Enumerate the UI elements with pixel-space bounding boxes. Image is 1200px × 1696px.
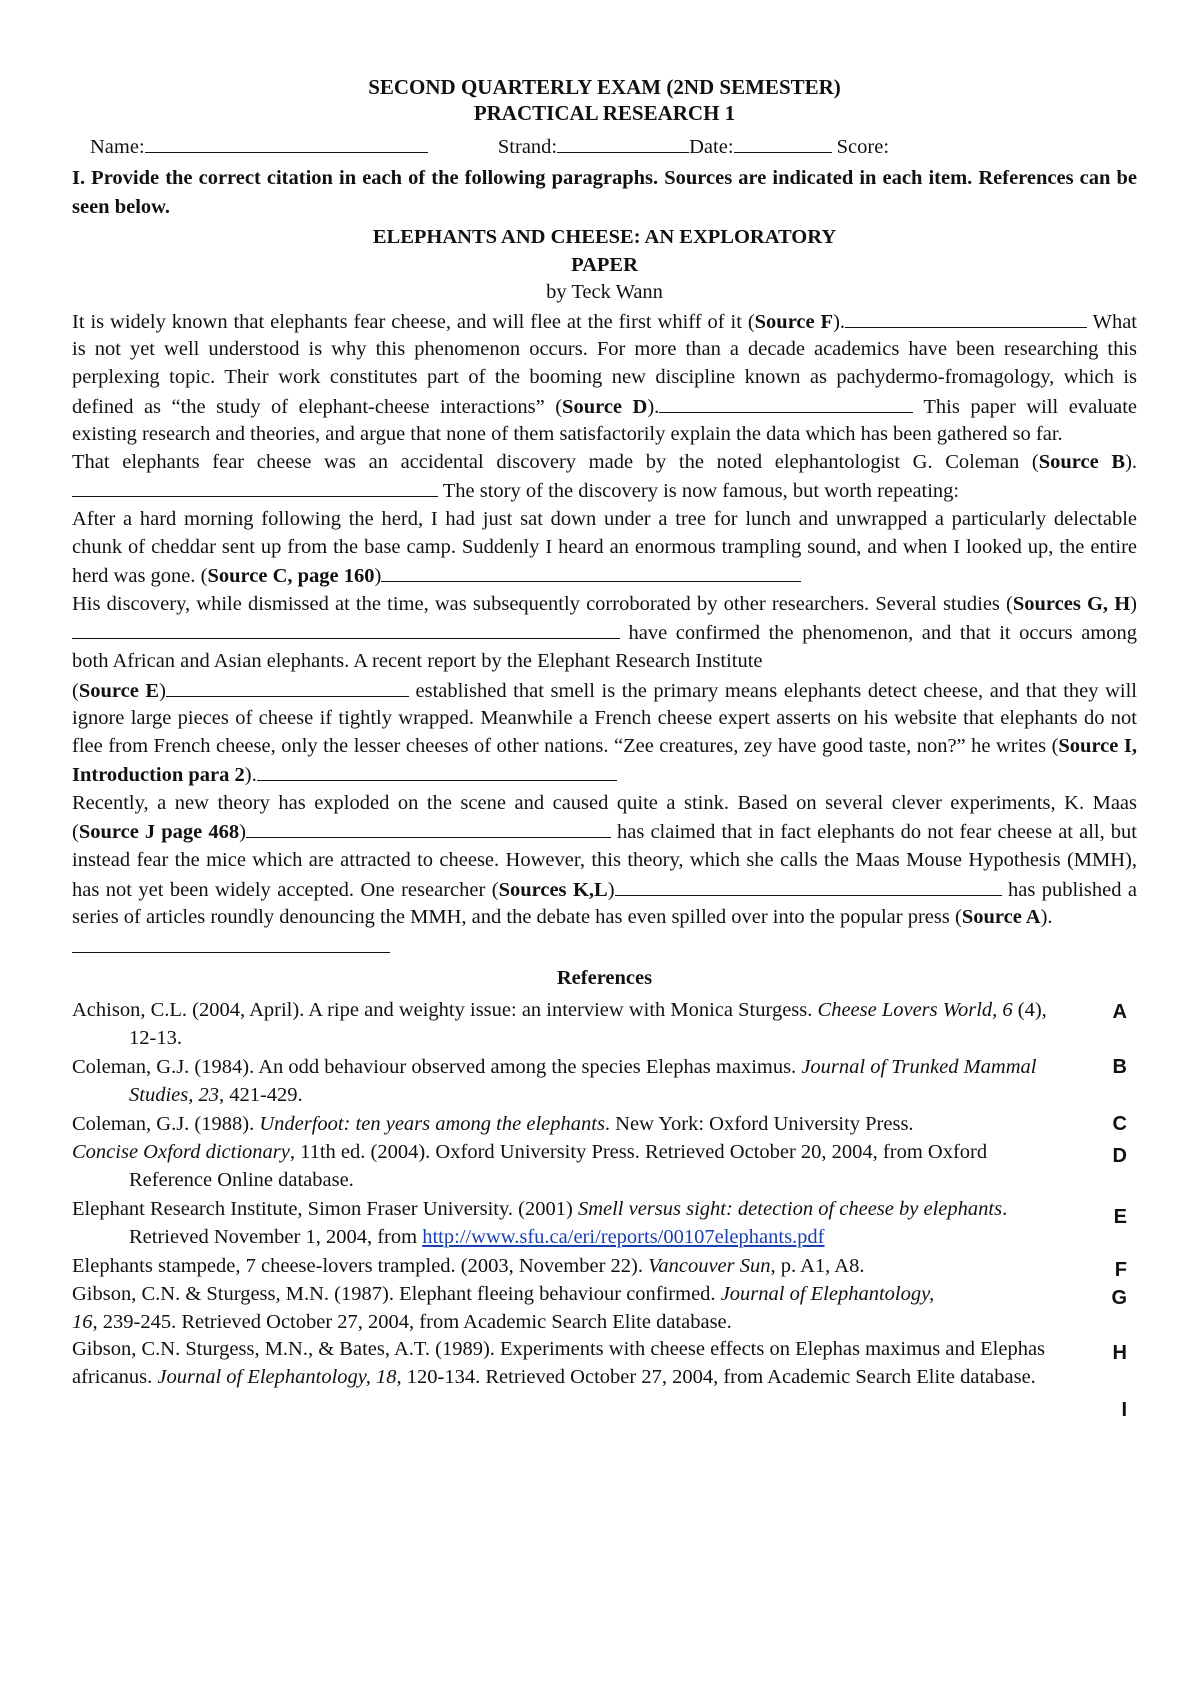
- reference-item: Elephants stampede, 7 cheese-lovers trampled. (2003, November 22). Vancouver Sun, p. A1, A8. F: [72, 1253, 1137, 1281]
- reference-item: Concise Oxford dictionary, 11th ed. (2004). Oxford University Press. Retrieved October 20, 2004, from Oxford Reference Online database. D: [72, 1141, 1127, 1191]
- paper-author: by Teck Wann: [546, 281, 663, 304]
- source-tag: Source J page 468: [78, 821, 240, 844]
- report-link[interactable]: http://www.sfu.ca/eri/reports/00107elephants.pdf: [422, 1225, 825, 1248]
- reference-letter: A: [1112, 1001, 1127, 1024]
- reference-letter: I: [1121, 1399, 1127, 1422]
- citation-blank-a[interactable]: [72, 932, 390, 953]
- reference-letter: C: [1112, 1113, 1127, 1136]
- date-field[interactable]: [734, 132, 832, 153]
- source-tag: Sources G, H: [1012, 592, 1131, 615]
- source-tag: Sources K,L: [498, 878, 608, 901]
- date-label: Date:: [689, 136, 734, 158]
- citation-blank-c[interactable]: [381, 561, 801, 582]
- reference-letter: H: [1112, 1342, 1127, 1365]
- paper-title: ELEPHANTS AND CHEESE: AN EXPLORATORY: [372, 226, 837, 248]
- reference-item: Elephant Research Institute, Simon Fraser University. (2001) Smell versus sight: detection of cheese by elephants. Retrieved November 1, 2004, from http://www.sfu.ca/eri/reports/00107elephants.pdf E: [72, 1198, 1127, 1248]
- reference-letter: E: [1113, 1206, 1127, 1229]
- citation-blank-d[interactable]: [659, 392, 913, 413]
- paragraph-6: Recently, a new theory has exploded on the scene and caused quite a stink. Based on several clever experiments, K. Maas (Source J page 468) has claimed that in fact elephants do not fear cheese at all, but instead fear the mice which are attracted to cheese. However, this theory, which she calls the Maas Mouse Hypothesis (MMH), has not yet been widely accepted. One researcher (Sources K,L) has published a series of articles roundly denouncing the MMH, and the debate has even spilled over into the popular press (Source A).: [72, 790, 1137, 962]
- source-tag: Source D: [562, 395, 648, 418]
- strand-label: Strand:: [497, 136, 558, 158]
- reference-list: [72, 997, 1137, 1422]
- reference-letter: B: [1112, 1056, 1127, 1079]
- paragraph-5: (Source E) established that smell is the primary means elephants detect cheese, and that they will ignore large pieces of cheese if tightly wrapped. Meanwhile a French cheese expert asserts on his website that elephants do not flee from French cheese, only the lesser cheeses of other nations. “Zee creatures, zey have good taste, non?” he writes (Source I, Introduction para 2).: [72, 676, 1137, 790]
- citation-blank-kl[interactable]: [615, 875, 1002, 896]
- reference-letter: G: [1111, 1286, 1127, 1309]
- reference-item: Gibson, C.N. Sturgess, M.N., & Bates, A.T. (1989). Experiments with cheese effects on Elephas maximus and Elephas africanus. Journal of Elephantology, 18, 120-134. Retrieved October 27, 2004, from Academic Search Elite database. H: [72, 1338, 1127, 1388]
- paper-title-line2: PAPER: [571, 253, 638, 276]
- paragraph-3-quote: After a hard morning following the herd, I had just sat down under a tree for lunch and unwrapped a particularly delectable chunk of cheddar sent up from the base camp. Suddenly I heard an enormous trampling sound, and when I looked up, the entire herd was gone. (Source C, page 160): [72, 507, 1137, 588]
- reference-item: Coleman, G.J. (1988). Underfoot: ten years among the elephants. New York: Oxford University Press. C: [72, 1111, 1137, 1139]
- source-tag: Source F: [754, 310, 834, 333]
- citation-blank-e[interactable]: [166, 676, 409, 697]
- exam-title: SECOND QUARTERLY EXAM (2ND SEMESTER): [368, 75, 841, 99]
- citation-blank-gh[interactable]: [72, 618, 620, 639]
- paragraph-2: That elephants fear cheese was an accidental discovery made by the noted elephantologist G. Coleman (Source B). The story of the discovery is now famous, but worth repeating:: [72, 450, 1138, 503]
- instructions: I. Provide the correct citation in each of the following paragraphs. Sources are indicated in each item. References can be seen below.: [72, 167, 1137, 218]
- reference-item: Achison, C.L. (2004, April). A ripe and weighty issue: an interview with Monica Sturgess. Cheese Lovers World, 6 (4), 12-13. A: [72, 999, 1127, 1049]
- source-tag: Source E: [78, 679, 160, 702]
- source-tag: Source B: [1038, 450, 1126, 473]
- citation-blank-i[interactable]: [257, 760, 617, 781]
- subject-title: PRACTICAL RESEARCH 1: [473, 101, 736, 125]
- reference-letter: F: [1114, 1259, 1127, 1282]
- strand-field[interactable]: [557, 132, 689, 153]
- references-heading: References: [556, 967, 653, 990]
- citation-blank-f[interactable]: [845, 307, 1087, 328]
- paragraph-4: His discovery, while dismissed at the time, was subsequently corroborated by other researchers. Several studies (Sources G, H) have confirmed the phenomenon, and that it occurs among both African and Asian elephants. A recent report by the Elephant Research Institute: [72, 592, 1137, 672]
- reference-item: [72, 1391, 1137, 1422]
- reference-item-continuation: 16, 239-245. Retrieved October 27, 2004, from Academic Search Elite database.: [72, 1310, 732, 1333]
- citation-blank-b[interactable]: [72, 476, 438, 497]
- reference-letter: D: [1112, 1145, 1127, 1167]
- citation-blank-j[interactable]: [246, 817, 611, 838]
- student-info-bar: [72, 132, 1137, 162]
- source-tag: Source I, Introduction para 2: [72, 734, 1137, 787]
- reference-item: Coleman, G.J. (1984). An odd behaviour observed among the species Elephas maximus. Journal of Trunked Mammal Studies, 23, 421-429. B: [72, 1056, 1127, 1106]
- paragraph-1: It is widely known that elephants fear cheese, and will flee at the first whiff of it (Source F). What is not yet well understood is why this phenomenon occurs. For more than a decade academics have been researching this perplexing topic. Their work constitutes part of the booming new discipline known as pachydermo-fromagology, which is defined as “the study of elephant-cheese interactions” (Source D). This paper will evaluate existing research and theories, and argue that none of them satisfactorily explain the data which has been gathered so far.: [72, 307, 1137, 449]
- exam-page: [72, 72, 1138, 1422]
- source-tag: Source A: [961, 906, 1041, 929]
- source-tag: Source C, page 160: [207, 565, 375, 588]
- reference-item: Gibson, C.N. & Sturgess, M.N. (1987). Elephant fleeing behaviour confirmed. Journal of Elephantology, G: [72, 1281, 1137, 1309]
- name-field[interactable]: [145, 132, 428, 153]
- name-label: Name:: [90, 136, 145, 158]
- score-label: Score:: [836, 136, 890, 158]
